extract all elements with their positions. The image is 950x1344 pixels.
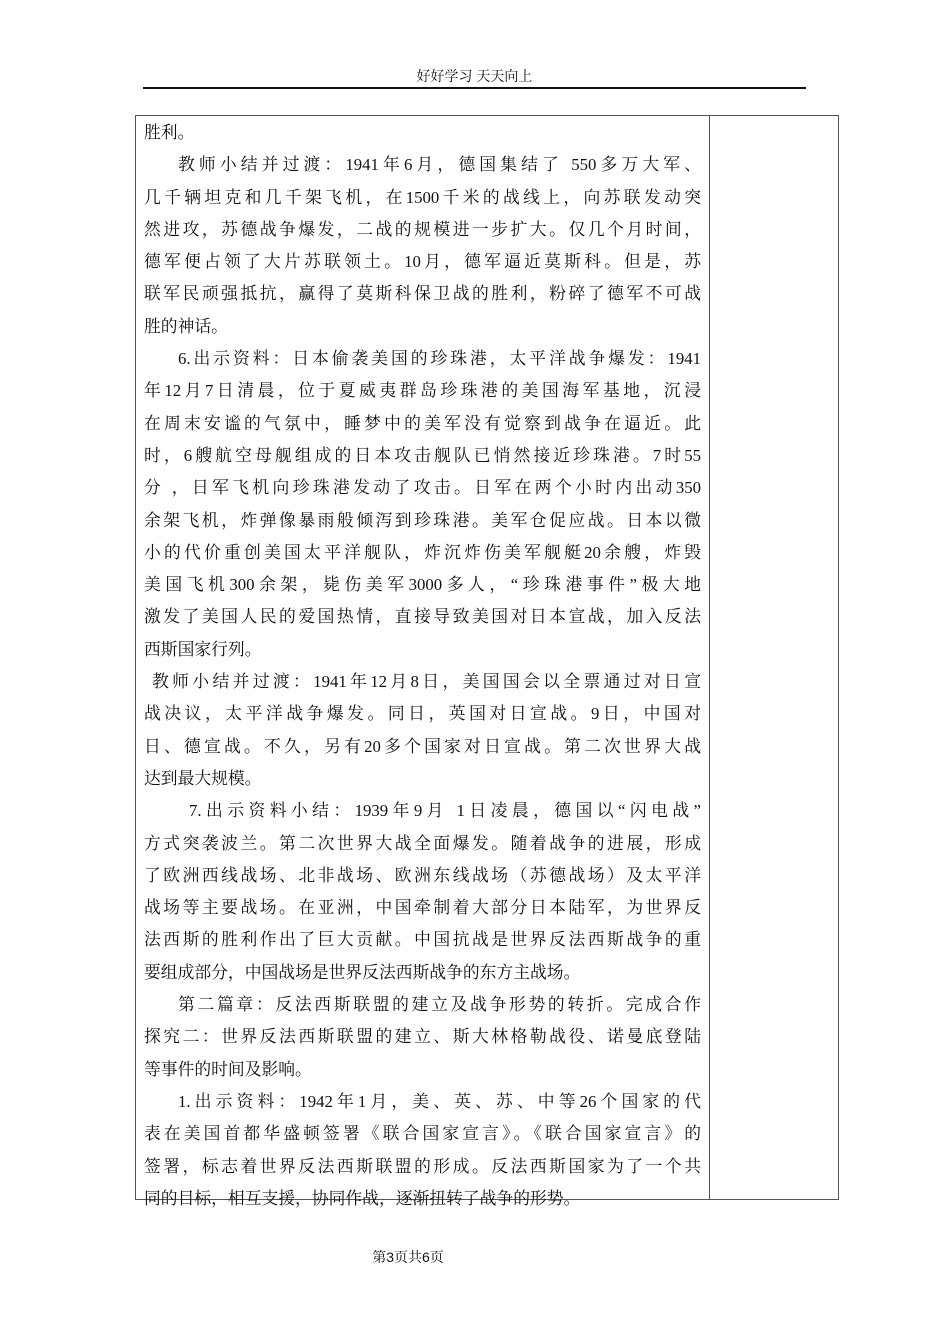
page-header: 好好学习 天天向上 [416,68,533,84]
text-line: 教师小结并过渡：1941年6月，德国集结了 550多万大军、 [178,155,701,175]
paragraph [144,989,701,1086]
lesson-content-cell [144,117,701,1215]
paragraph [144,666,701,795]
text-line: 几千辆坦克和几千架飞机，在1500千米的战线上，向苏联发动突 [144,187,701,207]
text-line: 在周末安谧的气氛中，睡梦中的美军没有觉察到战争在逼近。此 [144,413,701,433]
text-line: 胜的神话。 [144,316,228,336]
text-line: 德军便占领了大片苏联领土。10月，德军逼近莫斯科。但是，苏 [144,252,701,272]
text-line: 了欧洲西线战场、北非战场、欧洲东线战场（苏德战场）及太平洋 [144,865,701,885]
column-divider [709,116,710,1199]
paragraph [144,149,701,343]
text-line: 然进攻，苏德战争爆发，二战的规模进一步扩大。仅几个月时间， [144,219,701,239]
text-line: 西斯国家行列。 [144,639,262,659]
text-line: 激发了美国人民的爱国热情，直接导致美国对日本宣战，加入反法 [144,607,701,627]
text-line: 胜利。 [144,123,195,142]
page-number: 第3页共6页 [372,1249,444,1265]
text-line: 美国飞机300余架，毙伤美军3000多人，“珍珠港事件”极大地 [144,575,701,595]
text-line: 联军民顽强抵抗，赢得了莫斯科保卫战的胜利，粉碎了德军不可战 [144,284,701,304]
text-line: 6.出示资料：日本偷袭美国的珍珠港，太平洋战争爆发：1941 [178,349,701,369]
paragraph [144,343,701,666]
paragraph [144,1086,701,1215]
text-line: 日、德宣战。不久，另有20多个国家对日宣战。第二次世界大战 [144,736,701,756]
text-line: 小的代价重创美国太平洋舰队，炸沉炸伤美军舰艇20余艘，炸毁 [144,542,701,562]
text-line: 表在美国首都华盛顿签署《联合国家宣言》。《联合国家宣言》的 [144,1124,701,1144]
text-line: 7.出示资料小结：1939年9月 1日凌晨，德国以“闪电战” [189,801,701,821]
text-line: 等事件的时间及影响。 [144,1059,312,1079]
text-line: 达到最大规模。 [144,768,262,788]
lesson-table [135,115,839,1208]
text-line: 第二篇章：反法西斯联盟的建立及战争形势的转折。完成合作 [178,995,701,1015]
text-line: 分 ，日军飞机向珍珠港发动了攻击。日军在两个小时内出动350 [144,478,701,498]
text-line: 同的目标，相互支援，协同作战，逐渐扭转了战争的形势。 [144,1188,581,1208]
paragraph [144,117,701,149]
text-line: 余架飞机，炸弹像暴雨般倾泻到珍珠港。美军仓促应战。日本以微 [144,510,701,530]
text-line: 探究二：世界反法西斯联盟的建立、斯大林格勒战役、诺曼底登陆 [144,1027,701,1047]
text-line: 1.出示资料：1942年1月，美、英、苏、中等26个国家的代 [178,1091,701,1111]
text-line: 方式突袭波兰。第二次世界大战全面爆发。随着战争的进展，形成 [144,833,701,853]
text-line: 时，6艘航空母舰组成的日本攻击舰队已悄然接近珍珠港。7时55 [144,445,701,465]
text-line: 战决议，太平洋战争爆发。同日，英国对日宣战。9日，中国对 [144,704,701,724]
header-rule [143,87,806,89]
text-line: 年12月7日清晨，位于夏威夷群岛珍珠港的美国海军基地，沉浸 [144,381,701,401]
text-line: 签署，标志着世界反法西斯联盟的形成。反法西斯国家为了一个共 [144,1156,701,1176]
text-line: 法西斯的胜利作出了巨大贡献。中国抗战是世界反法西斯战争的重 [144,930,701,950]
paragraph [144,795,701,989]
text-line: 教师小结并过渡：1941年12月8日，美国国会以全票通过对日宣 [152,672,701,692]
text-line: 战场等主要战场。在亚洲，中国牵制着大部分日本陆军，为世界反 [144,898,701,918]
text-line: 要组成部分，中国战场是世界反法西斯战争的东方主战场。 [144,962,581,982]
